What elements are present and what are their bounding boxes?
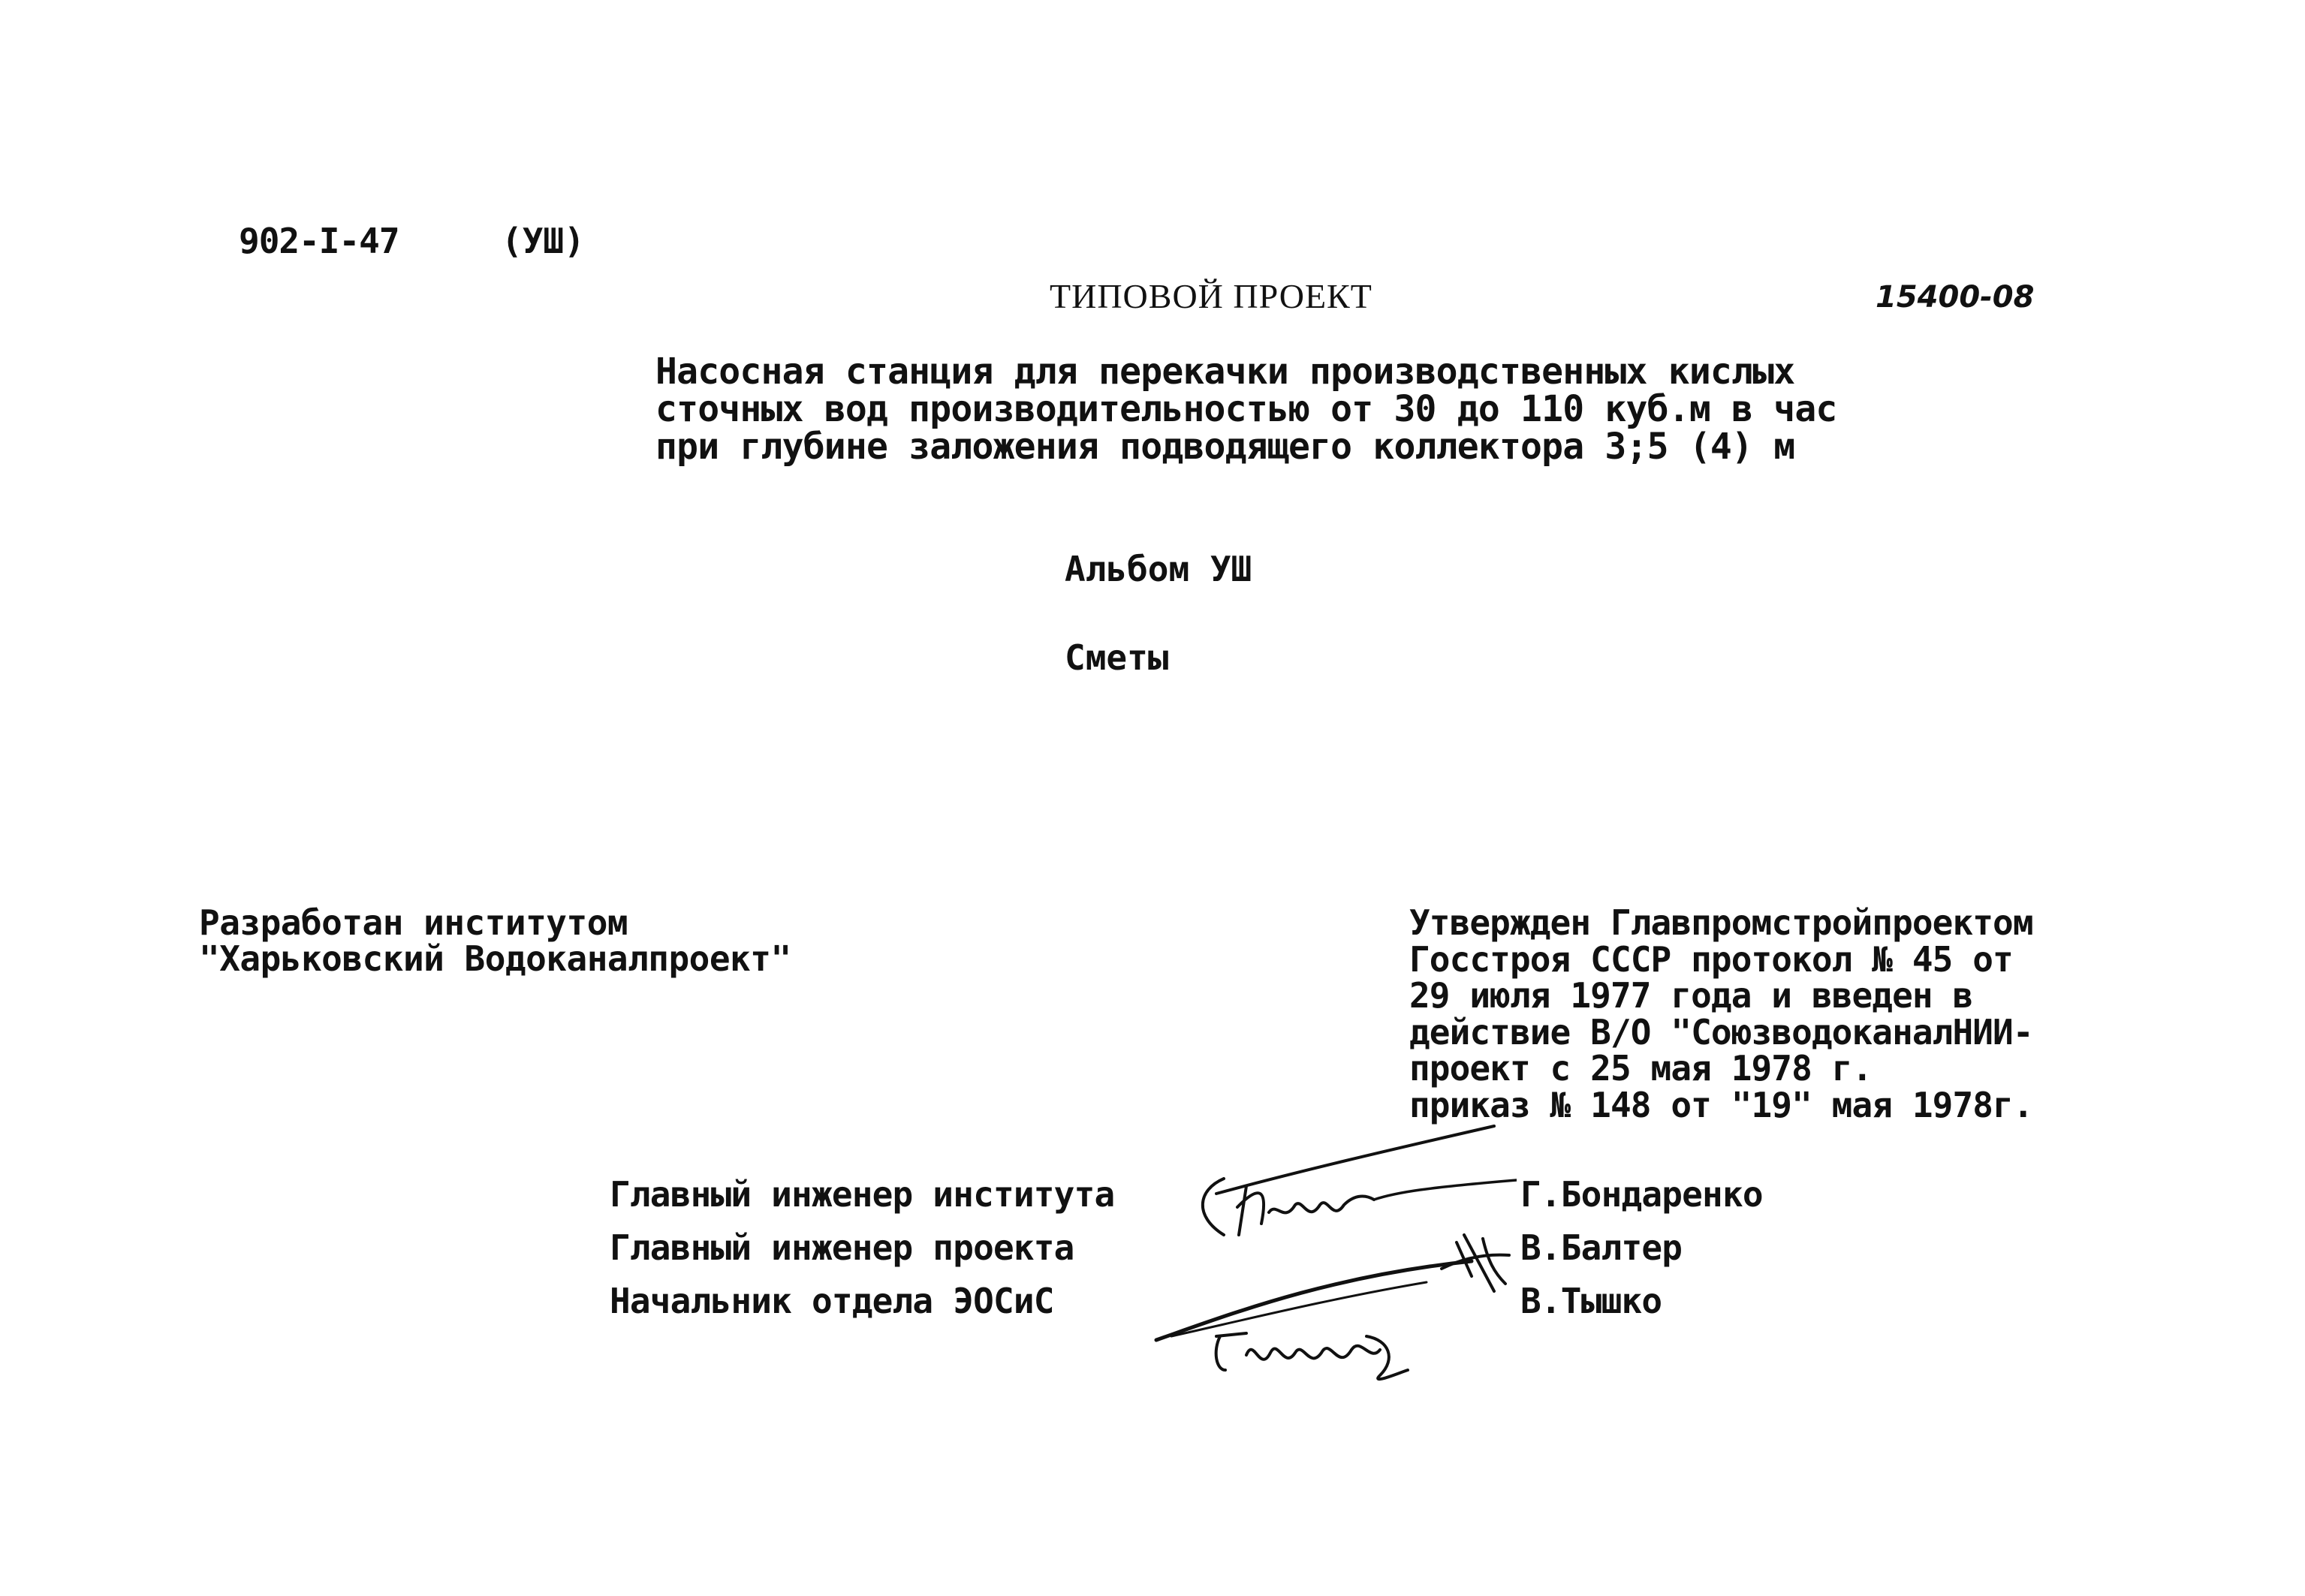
approval-line: Утвержден Главпромстройпроектом bbox=[1409, 902, 2033, 943]
signature-stroke bbox=[1216, 1333, 1246, 1370]
developer-line: Разработан институтом bbox=[199, 902, 628, 943]
title-line: Насосная станция для перекачки производственных кислых bbox=[655, 351, 1795, 393]
album-label: Альбом УШ bbox=[1065, 549, 1252, 589]
approval-line: Госстроя СССР протокол № 45 от bbox=[1409, 938, 2013, 980]
project-title bbox=[655, 351, 1837, 468]
signatory-name: Г.Бондаренко bbox=[1520, 1174, 1763, 1215]
signature-stroke bbox=[1216, 1126, 1494, 1194]
developer-line: "Харьковский Водоканалпроект" bbox=[199, 938, 791, 979]
document-heading: ТИПОВОЙ ПРОЕКТ bbox=[1050, 277, 1372, 315]
signature-stroke bbox=[1203, 1179, 1224, 1235]
signatory-role: Главный инженер института bbox=[610, 1174, 1115, 1215]
signature-stroke bbox=[1366, 1336, 1408, 1379]
signature-stroke bbox=[1171, 1282, 1427, 1336]
approval-line: приказ № 148 от "19" мая 1978г. bbox=[1409, 1084, 2033, 1125]
signatory-names bbox=[1520, 1168, 1763, 1328]
approval-block bbox=[1409, 902, 2033, 1125]
signatory-name: В.Балтер bbox=[1520, 1227, 1683, 1268]
document-number: 15400-08 bbox=[1876, 280, 2035, 315]
title-line: при глубине заложения подводящего коллектора 3;5 (4) м bbox=[655, 426, 1795, 468]
signatory-role: Начальник отдела ЭОСиС bbox=[610, 1281, 1054, 1321]
signature-stroke bbox=[1374, 1180, 1517, 1200]
section-label: Сметы bbox=[1065, 637, 1169, 678]
signature-stroke bbox=[1246, 1346, 1380, 1360]
title-line: сточных вод производительностью от 30 до 110 куб.м в час bbox=[655, 388, 1837, 430]
handwritten-signatures bbox=[1141, 1111, 1517, 1389]
signature-stroke bbox=[1237, 1186, 1264, 1235]
signatory-roles bbox=[610, 1168, 1114, 1328]
approval-line: проект с 25 мая 1978 г. bbox=[1409, 1048, 1873, 1089]
developer-block bbox=[199, 902, 791, 979]
approval-line: 29 июля 1977 года и введен в bbox=[1409, 975, 1973, 1016]
signature-stroke bbox=[1269, 1197, 1374, 1213]
project-code: 902-I-47 bbox=[239, 221, 399, 261]
signatory-role: Главный инженер проекта bbox=[610, 1227, 1074, 1268]
album-code: (УШ) bbox=[502, 221, 585, 261]
signatory-name: В.Тышко bbox=[1520, 1281, 1662, 1321]
approval-line: действие В/О "СоюзводоканалНИИ- bbox=[1409, 1011, 2033, 1052]
